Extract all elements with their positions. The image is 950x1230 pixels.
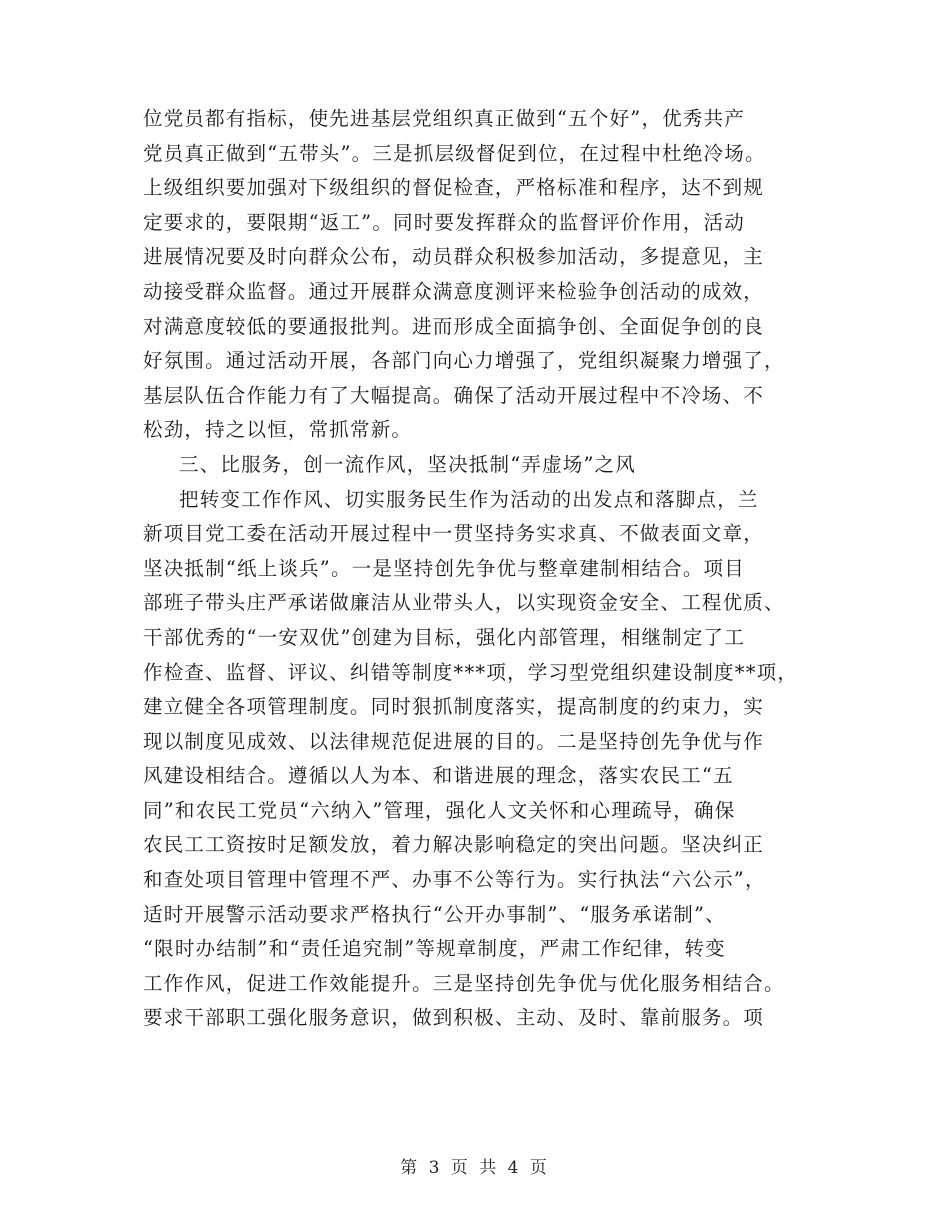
text-line: 进展情况要及时向群众公布，动员群众积极参加活动，多提意见，主 [143,245,765,269]
text-line: 松劲，持之以恒，常抓常新。 [143,418,413,442]
text-line: 和查处项目管理中管理不严、办事不公等行为。实行执法“六公示”， [143,868,766,892]
text-line: 干部优秀的“一安双优”创建为目标，强化内部管理，相继制定了工 [143,625,745,649]
text-line: 党员真正做到“五带头”。三是抓层级督促到位，在过程中杜绝冷场。 [143,141,766,165]
text-line: 基层队伍合作能力有了大幅提高。确保了活动开展过程中不冷场、不 [143,383,765,407]
text-line: 上级组织要加强对下级组织的督促检查，严格标准和程序，达不到规 [143,176,765,200]
text-line: 新项目党工委在活动开展过程中一贯坚持务实求真、不做表面文章， [143,522,765,546]
section-heading: 三、比服务，创一流作风，坚决抵制“弄虚场”之风 [179,452,637,476]
text-line: “限时办结制”和“责任追究制”等规章制度，严肃工作纪律，转变 [143,937,726,961]
text-line: 定要求的，要限期“返工”。同时要发挥群众的监督评价作用，活动 [143,210,745,234]
text-line: 工作作风，促进工作效能提升。三是坚持创先争优与优化服务相结合。 [143,971,785,995]
text-line: 部班子带头庄严承诺做廉洁从业带头人，以实现资金安全、工程优质、 [143,591,785,615]
text-line: 风建设相结合。遵循以人为本、和谐进展的理念，落实农民工“五 [143,764,734,788]
page-number: 第 3 页 共 4 页 [400,1158,550,1178]
text-line: 好氛围。通过活动开展，各部门向心力增强了，党组织凝聚力增强了， [143,349,785,373]
text-line: 农民工工资按时足额发放，着力解决影响稳定的突出问题。坚决纠正 [143,833,765,857]
text-line: 动接受群众监督。通过开展群众满意度测评来检验争创活动的成效， [143,279,765,303]
text-line: 作检查、监督、评议、纠错等制度***项，学习型党组织建设制度**项， [143,660,799,684]
paragraph-start: 把转变工作作风、切实服务民生作为活动的出发点和落脚点，兰 [179,487,759,511]
text-line: 适时开展警示活动要求严格执行“公开办事制”、“服务承诺制”、 [143,902,726,926]
text-line: 要求干部职工强化服务意识，做到积极、主动、及时、靠前服务。项 [143,1006,765,1030]
body-text [143,102,803,1036]
text-line: 现以制度见成效、以法律规范促进展的目的。二是坚持创先争优与作 [143,729,765,753]
text-line: 坚决抵制“纸上谈兵”。一是坚持创先争优与整章建制相结合。项目 [143,556,745,580]
text-line: 同”和农民工党员“六纳入”管理，强化人文关怀和心理疏导，确保 [143,798,736,822]
text-line: 位党员都有指标，使先进基层党组织真正做到“五个好”，优秀共产 [143,107,745,130]
text-line: 建立健全各项管理制度。同时狠抓制度落实，提高制度的约束力，实 [143,695,765,719]
text-line: 对满意度较低的要通报批判。进而形成全面搞争创、全面促争创的良 [143,314,765,338]
